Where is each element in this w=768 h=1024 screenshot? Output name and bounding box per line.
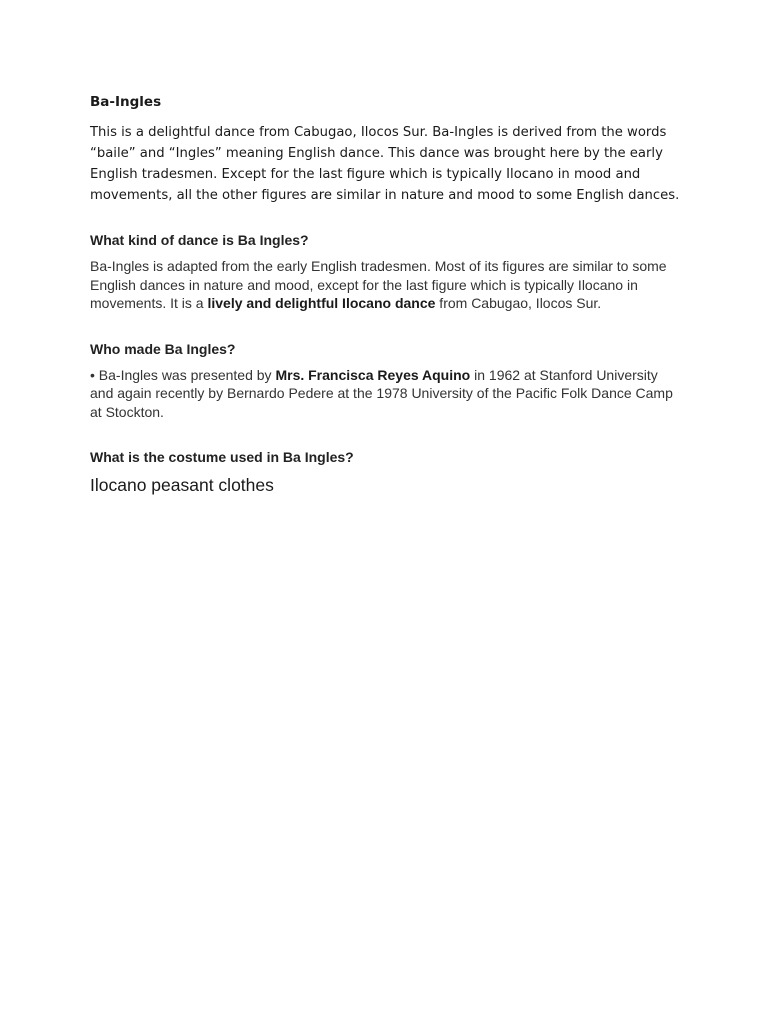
answer-kind-of-dance (90, 257, 680, 313)
question-who-made: Who made Ba Ingles? (90, 340, 236, 357)
answer-emphasis: Mrs. Francisca Reyes Aquino (275, 366, 471, 383)
answer-text: Ba-Ingles is adapted from the early English tradesmen. Most of its figures are similar to some English dances in nature and mood, except for the last figure which is typically Ilocano in movements. It is a (90, 258, 667, 311)
intro-paragraph: This is a delightful dance from Cabugao, Ilocos Sur. Ba-Ingles is derived from the words “baile” and “Ingles” meaning English dance. This dance was brought here by the early English tradesmen. Except for the last figure which is typically Ilocano in mood and movements, all the other figures are similar in nature and mood to some English dances. (90, 125, 680, 203)
answer-emphasis: lively and delightful Ilocano dance (207, 295, 436, 311)
document-title: Ba-Ingles (90, 94, 162, 110)
answer-text: in 1962 at Stanford University and again recently by Bernardo Pedere at the 1978 University of the Pacific Folk Dance Camp at Stockton. (90, 366, 673, 420)
answer-text: from Cabugao, Ilocos Sur. (435, 295, 602, 311)
answer-text: • Ba-Ingles was presented by (90, 366, 276, 383)
question-kind-of-dance: What kind of dance is Ba Ingles? (90, 232, 309, 248)
answer-costume: Ilocano peasant clothes (90, 475, 274, 495)
document-content (90, 94, 680, 496)
question-costume: What is the costume used in Ba Ingles? (90, 449, 354, 465)
answer-who-made (90, 366, 680, 422)
